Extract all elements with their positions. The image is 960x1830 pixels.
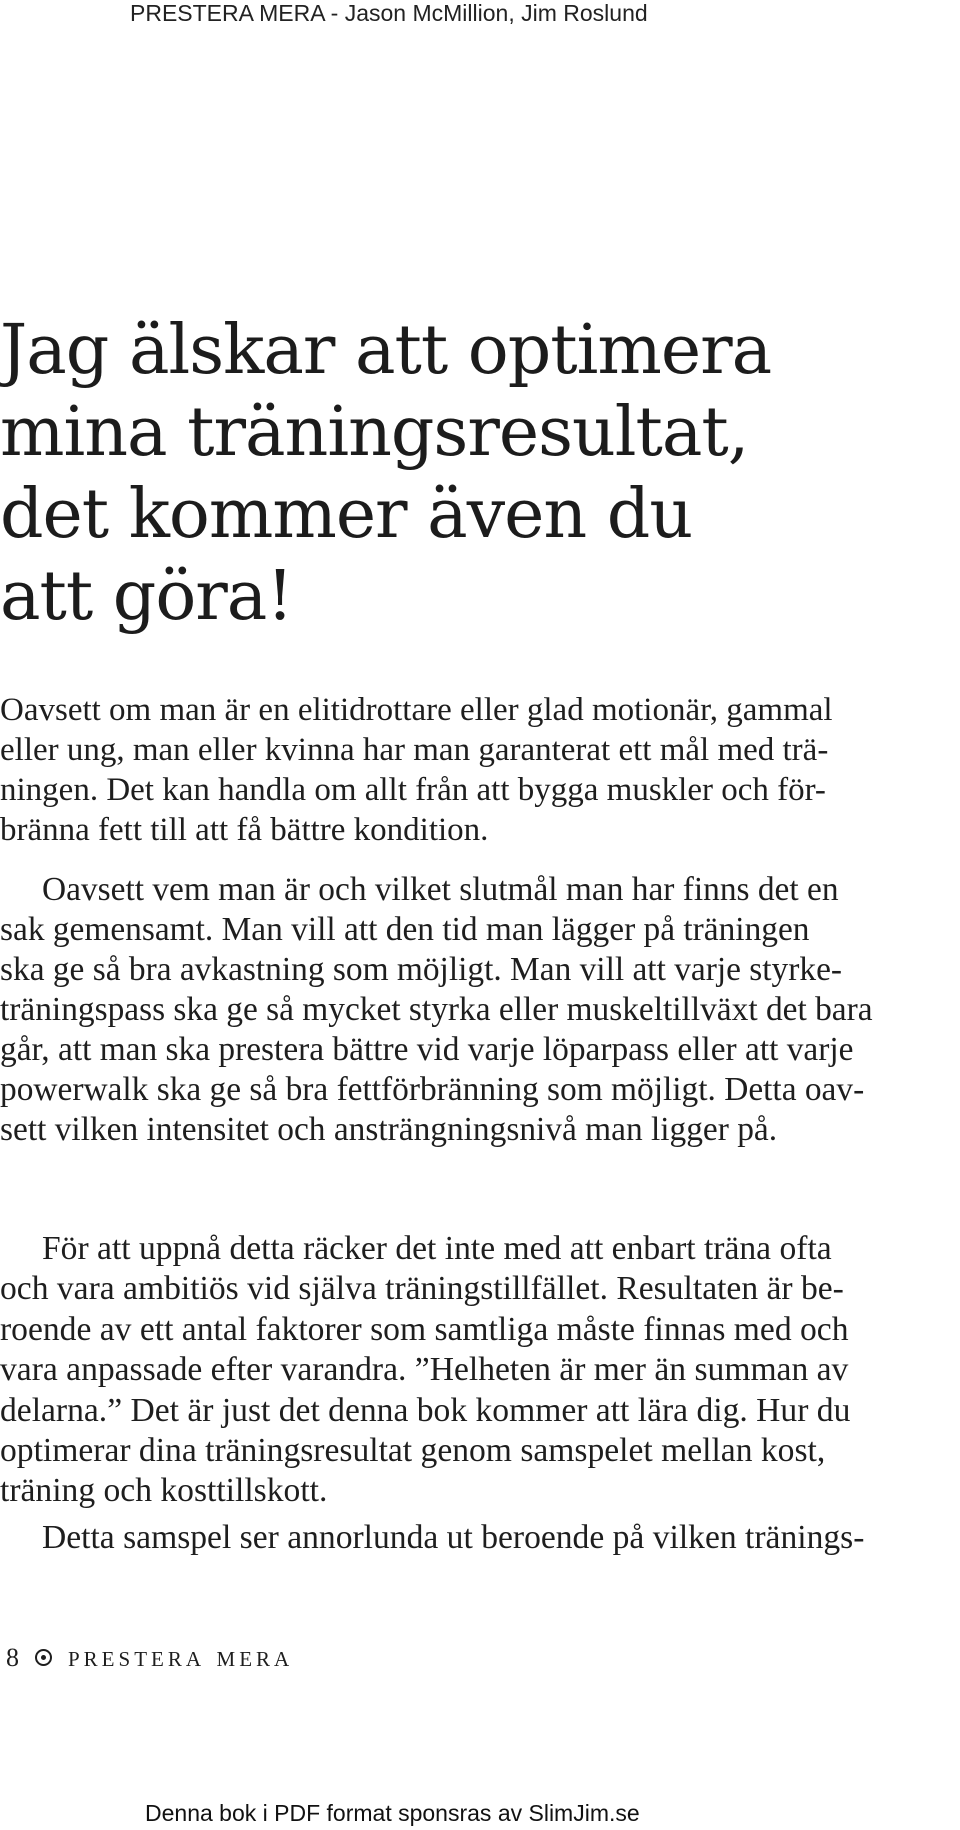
- paragraph-3: [0, 1229, 864, 1558]
- page-number: 8: [6, 1643, 19, 1672]
- text-line: ningen. Det kan handla om allt från att bygga muskler och för-: [0, 772, 826, 808]
- text-line: roende av ett antal faktorer som samtliga måste finnas med och: [0, 1310, 849, 1348]
- text-line: sett vilken intensitet och ansträngningsnivå man ligger på.: [0, 1111, 778, 1148]
- text-line: powerwalk ska ge så bra fettförbränning som möjligt. Detta oav-: [0, 1071, 865, 1108]
- footer-book-title: prestera mera: [68, 1640, 294, 1673]
- text-line: vara anpassade efter varandra. ”Helheten är mer än summan av: [0, 1351, 849, 1389]
- headline-line: att göra!: [0, 557, 293, 636]
- sponsor-note: Denna bok i PDF format sponsras av SlimJim.se: [145, 1800, 640, 1826]
- text-line: Detta samspel ser annorlunda ut beroende på vilken tränings-: [42, 1518, 865, 1556]
- page-footer: [6, 1640, 293, 1674]
- chapter-headline: [0, 310, 771, 638]
- text-line: sak gemensamt. Man vill att den tid man lägger på träningen: [0, 911, 810, 948]
- headline-line: det kommer även du: [0, 475, 693, 554]
- text-line: och vara ambitiös vid själva träningstillfället. Resultaten är be-: [0, 1270, 844, 1308]
- text-line: För att uppnå detta räcker det inte med att enbart träna ofta: [42, 1230, 832, 1267]
- bullseye-icon: [35, 1649, 52, 1666]
- paragraph-2: [0, 870, 873, 1150]
- text-line: träning och kosttillskott.: [0, 1472, 328, 1510]
- text-line: delarna.” Det är just det denna bok kommer att lära dig. Hur du: [0, 1391, 851, 1429]
- text-line: eller ung, man eller kvinna har man garanterat ett mål med trä-: [0, 732, 829, 768]
- body-text: [0, 690, 956, 1556]
- text-line: Oavsett om man är en elitidrottare eller glad motionär, gammal: [0, 692, 833, 728]
- headline-line: mina träningsresultat,: [0, 393, 749, 472]
- headline-line: Jag älskar att optimera: [0, 311, 772, 390]
- text-line: bränna fett till att få bättre kondition.: [0, 812, 489, 848]
- text-line: optimerar dina träningsresultat genom samspelet mellan kost,: [0, 1432, 826, 1470]
- text-line: går, att man ska prestera bättre vid varje löparpass eller att varje: [0, 1031, 854, 1068]
- text-line: träningspass ska ge så mycket styrka eller muskeltillväxt det bara: [0, 991, 873, 1028]
- paragraph-1: [0, 690, 956, 850]
- text-line: ska ge så bra avkastning som möjligt. Man vill att varje styrke-: [0, 951, 843, 988]
- running-header: PRESTERA MERA - Jason McMillion, Jim Roslund: [130, 0, 648, 26]
- text-line: Oavsett vem man är och vilket slutmål man har finns det en: [42, 871, 839, 908]
